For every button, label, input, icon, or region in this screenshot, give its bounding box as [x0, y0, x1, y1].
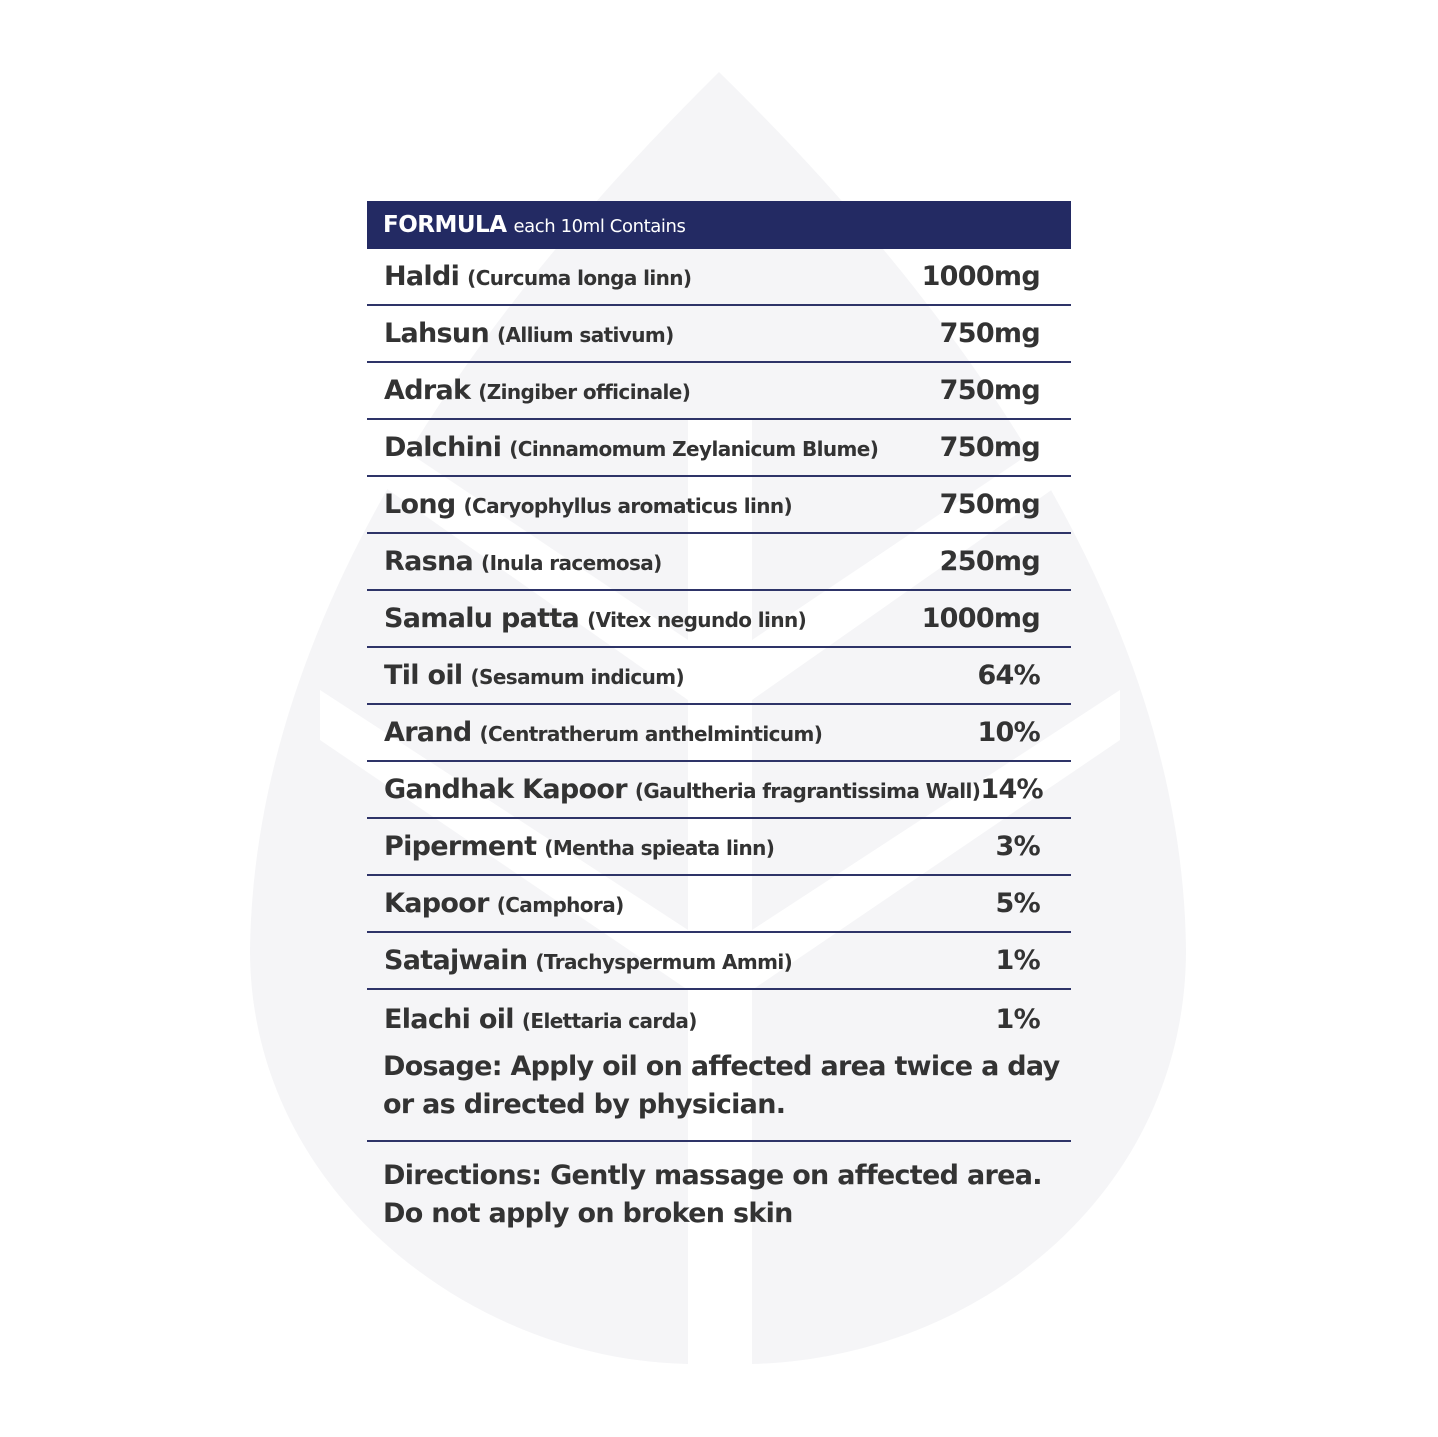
ingredient-row: [367, 363, 1071, 420]
ingredient-amount: 750mg: [939, 432, 1040, 463]
ingredient-name: Lahsun: [384, 318, 489, 349]
ingredient-latin-name: (Camphora): [496, 893, 624, 917]
ingredient-list: [367, 249, 1071, 1048]
ingredient-amount: 1%: [995, 945, 1040, 976]
ingredient-latin-name: (Inula racemosa): [481, 551, 662, 575]
ingredient-amount: 14%: [980, 774, 1043, 805]
ingredient-amount: 750mg: [939, 375, 1040, 406]
ingredient-label: [384, 432, 878, 463]
ingredient-amount: 750mg: [939, 489, 1040, 520]
ingredient-latin-name: (Centratherum anthelminticum): [479, 722, 823, 746]
dosage-line-2: or as directed by physician.: [383, 1089, 786, 1120]
ingredient-label: [384, 489, 792, 520]
ingredient-row: [367, 306, 1071, 363]
ingredient-amount: 3%: [995, 831, 1040, 862]
ingredient-name: Haldi: [384, 261, 460, 292]
ingredient-name: Samalu patta: [384, 603, 580, 634]
ingredient-label: [384, 375, 690, 406]
ingredient-latin-name: (Vitex negundo linn): [587, 608, 807, 632]
ingredient-name: Adrak: [384, 375, 471, 406]
ingredient-label: [384, 774, 980, 805]
dosage-text: [367, 1048, 1071, 1142]
ingredient-name: Kapoor: [384, 888, 489, 919]
formula-subtitle: each 10ml Contains: [513, 215, 686, 237]
ingredient-latin-name: (Caryophyllus aromaticus linn): [463, 494, 793, 518]
ingredient-label: [384, 318, 674, 349]
ingredient-name: Gandhak Kapoor: [384, 774, 627, 805]
ingredient-amount: 750mg: [939, 318, 1040, 349]
ingredient-latin-name: (Zingiber officinale): [478, 380, 691, 404]
formula-title: FORMULA: [383, 212, 507, 238]
ingredient-amount: 10%: [977, 717, 1040, 748]
ingredient-amount: 1%: [995, 1004, 1040, 1035]
ingredient-row: [367, 876, 1071, 933]
ingredient-latin-name: (Elettaria carda): [521, 1009, 697, 1033]
ingredient-amount: 1000mg: [921, 603, 1040, 634]
ingredient-label: [384, 660, 684, 691]
ingredient-latin-name: (Trachyspermum Ammi): [535, 950, 793, 974]
ingredient-latin-name: (Mentha spieata linn): [544, 836, 775, 860]
ingredient-row: [367, 762, 1071, 819]
ingredient-label: [384, 1004, 697, 1035]
ingredient-name: Arand: [384, 717, 472, 748]
ingredient-label: [384, 717, 822, 748]
ingredient-row: [367, 534, 1071, 591]
formula-panel: [367, 201, 1071, 1233]
ingredient-name: Til oil: [384, 660, 463, 691]
ingredient-row: [367, 477, 1071, 534]
ingredient-name: Dalchini: [384, 432, 502, 463]
ingredient-name: Long: [384, 489, 456, 520]
ingredient-row: [367, 933, 1071, 990]
ingredient-name: Elachi oil: [384, 1004, 514, 1035]
ingredient-latin-name: (Sesamum indicum): [470, 665, 685, 689]
ingredient-row: [367, 249, 1071, 306]
ingredient-label: [384, 888, 624, 919]
ingredient-amount: 5%: [995, 888, 1040, 919]
ingredient-label: [384, 546, 662, 577]
ingredient-name: Rasna: [384, 546, 474, 577]
ingredient-row: [367, 591, 1071, 648]
ingredient-label: [384, 261, 691, 292]
formula-header: [367, 201, 1071, 249]
ingredient-latin-name: (Gaultheria fragrantissima Wall): [634, 779, 981, 803]
ingredient-row: [367, 819, 1071, 876]
ingredient-row: [367, 705, 1071, 762]
ingredient-latin-name: (Cinnamomum Zeylanicum Blume): [509, 437, 879, 461]
ingredient-amount: 64%: [977, 660, 1040, 691]
ingredient-label: [384, 831, 774, 862]
directions-line-2: Do not apply on broken skin: [383, 1198, 793, 1229]
ingredient-label: [384, 603, 806, 634]
ingredient-label: [384, 945, 792, 976]
ingredient-latin-name: (Curcuma longa linn): [467, 266, 692, 290]
directions-line-1: Directions: Gently massage on affected area.: [383, 1160, 1042, 1191]
dosage-line-1: Dosage: Apply oil on affected area twice a day: [383, 1051, 1060, 1082]
ingredient-amount: 250mg: [939, 546, 1040, 577]
ingredient-row: [367, 420, 1071, 477]
ingredient-name: Satajwain: [384, 945, 528, 976]
ingredient-amount: 1000mg: [921, 261, 1040, 292]
ingredient-latin-name: (Allium sativum): [496, 323, 674, 347]
directions-text: [367, 1142, 1071, 1233]
ingredient-row: [367, 648, 1071, 705]
ingredient-row: [367, 990, 1071, 1048]
ingredient-name: Piperment: [384, 831, 537, 862]
